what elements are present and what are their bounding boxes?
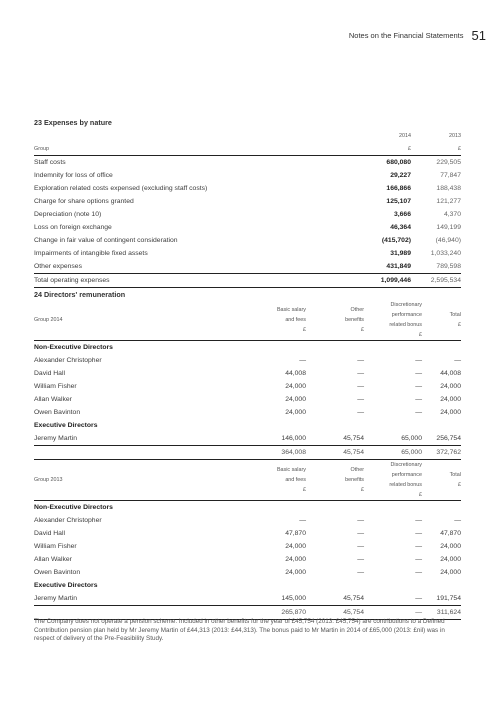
page-number: 51	[471, 28, 486, 43]
basic-salary-value: 44,008	[285, 369, 306, 377]
note-23-title: 23 Expenses by nature	[34, 118, 112, 127]
bonus-value: —	[415, 516, 422, 524]
basic-salary-value: 24,000	[285, 395, 306, 403]
bonus-value: —	[415, 529, 422, 537]
director-row	[34, 527, 461, 540]
expense-2013: 1,033,240	[430, 249, 461, 257]
group-2014-label: Group 2014	[34, 317, 63, 323]
bonus-value: —	[415, 356, 422, 364]
directors-2014-table	[34, 300, 461, 460]
director-name: Owen Bavinton	[34, 408, 81, 416]
expense-row	[34, 208, 461, 221]
group-label: Group	[34, 145, 49, 152]
ned-heading-row	[34, 501, 461, 515]
other-benefits-value: —	[357, 369, 364, 377]
unit-2013: £	[458, 145, 461, 152]
total-value: 24,000	[440, 542, 461, 550]
basic-salary-value: 24,000	[285, 568, 306, 576]
director-name: David Hall	[34, 369, 65, 377]
expense-row	[34, 182, 461, 195]
expense-label: Charge for share options granted	[34, 197, 134, 205]
other-benefits-value: 45,754	[306, 592, 364, 606]
basic-salary-value: 145,000	[256, 592, 306, 606]
expense-2013: 77,847	[440, 171, 461, 179]
bonus-value: —	[415, 568, 422, 576]
col-basic-salary: Basic salary and fees £	[276, 467, 306, 493]
other-benefits-value: —	[357, 356, 364, 364]
total-value: —	[454, 356, 461, 364]
col-bonus: Discretionary performance related bonus £	[389, 462, 422, 498]
total-value: 24,000	[440, 395, 461, 403]
expense-2014: 431,849	[361, 260, 411, 274]
directors-2013-header	[34, 460, 461, 501]
directors-total-row	[34, 446, 461, 460]
basic-salary-value: —	[299, 356, 306, 364]
director-name: William Fisher	[34, 542, 77, 550]
other-benefits-value: 45,754	[306, 432, 364, 446]
bonus-value: —	[415, 555, 422, 563]
director-name: Alexander Christopher	[34, 516, 102, 524]
expense-row	[34, 247, 461, 260]
expense-label: Depreciation (note 10)	[34, 210, 102, 218]
director-row	[34, 592, 461, 606]
expenses-table	[34, 129, 461, 288]
expense-2013: 121,277	[436, 197, 461, 205]
expense-2014: 680,080	[361, 156, 411, 170]
director-name: Allan Walker	[34, 555, 72, 563]
total-2013: 2,595,534	[411, 274, 461, 288]
directors-2013-table	[34, 460, 461, 620]
col-bonus: Discretionary performance related bonus £	[389, 302, 422, 338]
expense-row	[34, 221, 461, 234]
total-bonus: —	[364, 606, 422, 620]
directors-2014-header	[34, 300, 461, 341]
total-basic: 364,008	[256, 446, 306, 460]
group-2013-label: Group 2013	[34, 477, 63, 483]
bonus-value: —	[415, 382, 422, 390]
basic-salary-value: —	[299, 516, 306, 524]
expense-row	[34, 260, 461, 274]
expense-2014: (415,702)	[381, 236, 411, 244]
total-value: 256,754	[422, 432, 461, 446]
total-value: —	[454, 516, 461, 524]
director-row	[34, 540, 461, 553]
ed-heading: Executive Directors	[34, 421, 98, 429]
expenses-header-years	[34, 129, 461, 142]
expense-label: Change in fair value of contingent consideration	[34, 236, 178, 244]
header-title: Notes on the Financial Statements	[348, 31, 464, 40]
expenses-header-units	[34, 142, 461, 156]
director-row	[34, 566, 461, 579]
bonus-value: —	[415, 542, 422, 550]
director-row	[34, 553, 461, 566]
other-benefits-value: —	[357, 568, 364, 576]
total-total: 311,624	[422, 606, 461, 620]
expense-2013: 149,199	[436, 223, 461, 231]
unit-2014: £	[408, 145, 411, 152]
total-other: 45,754	[306, 446, 364, 460]
basic-salary-value: 146,000	[256, 432, 306, 446]
expense-label: Other expenses	[34, 260, 361, 274]
expense-total-row	[34, 274, 461, 288]
director-name: Alexander Christopher	[34, 356, 102, 364]
ed-heading: Executive Directors	[34, 581, 98, 589]
other-benefits-value: —	[357, 395, 364, 403]
col-other-benefits: Other benefits £	[345, 307, 364, 333]
expense-2014: 46,364	[390, 223, 411, 231]
director-row	[34, 432, 461, 446]
expense-2014: 29,227	[390, 171, 411, 179]
basic-salary-value: 24,000	[285, 555, 306, 563]
director-row	[34, 354, 461, 367]
ned-heading: Non-Executive Directors	[34, 341, 461, 355]
total-value: 191,754	[422, 592, 461, 606]
expense-2013: 229,505	[411, 156, 461, 170]
pension-footnote: The Company does not operate a pension scheme. Included in other benefits for the year of £45,754 (2013: £45,754) are contributions to a Defined Contribution pension plan held by Mr Jeremy Martin of £44,313 (2013: £44,313). The bonus paid to Mr Martin in 2014 of £65,000 (2013: £nil) was in respect of delivery of the Pre-Feasibility Study.	[34, 618, 445, 643]
expense-label: Loss on foreign exchange	[34, 223, 112, 231]
expense-2013: (46,940)	[435, 236, 461, 244]
other-benefits-value: —	[357, 516, 364, 524]
other-benefits-value: —	[357, 529, 364, 537]
other-benefits-value: —	[357, 408, 364, 416]
expense-2014: 166,866	[386, 184, 411, 192]
other-benefits-value: —	[357, 555, 364, 563]
total-bonus: 65,000	[364, 446, 422, 460]
expense-2013: 789,598	[411, 260, 461, 274]
director-name: Jeremy Martin	[34, 592, 256, 606]
total-2014: 1,099,446	[361, 274, 411, 288]
total-value: 44,008	[440, 369, 461, 377]
director-row	[34, 406, 461, 419]
total-value: 24,000	[440, 555, 461, 563]
expense-label: Indemnity for loss of office	[34, 171, 113, 179]
col-total: Total £	[449, 472, 461, 488]
col-total: Total £	[449, 312, 461, 328]
expense-2013: 188,438	[436, 184, 461, 192]
total-value: 24,000	[440, 382, 461, 390]
director-row	[34, 367, 461, 380]
basic-salary-value: 24,000	[285, 542, 306, 550]
director-row	[34, 393, 461, 406]
ned-heading: Non-Executive Directors	[34, 501, 461, 515]
total-value: 24,000	[440, 568, 461, 576]
expense-2014: 3,666	[393, 210, 411, 218]
bonus-value: 65,000	[364, 432, 422, 446]
director-row	[34, 514, 461, 527]
expense-row	[34, 156, 461, 170]
basic-salary-value: 47,870	[285, 529, 306, 537]
basic-salary-value: 24,000	[285, 382, 306, 390]
page-header	[349, 28, 486, 43]
year-2014-header: 2014	[399, 132, 411, 139]
expense-row	[34, 169, 461, 182]
ed-heading-row	[34, 419, 461, 432]
bonus-value: —	[415, 395, 422, 403]
ed-heading-row	[34, 579, 461, 592]
expense-label: Exploration related costs expensed (excluding staff costs)	[34, 184, 208, 192]
total-label: Total operating expenses	[34, 274, 361, 288]
director-name: Owen Bavinton	[34, 568, 81, 576]
bonus-value: —	[415, 408, 422, 416]
expense-row	[34, 234, 461, 247]
director-name: William Fisher	[34, 382, 77, 390]
col-basic-salary: Basic salary and fees £	[276, 307, 306, 333]
total-basic: 265,870	[256, 606, 306, 620]
basic-salary-value: 24,000	[285, 408, 306, 416]
total-value: 24,000	[440, 408, 461, 416]
bonus-value: —	[364, 592, 422, 606]
note-24-title: 24 Directors' remuneration	[34, 290, 126, 299]
expense-label: Staff costs	[34, 156, 361, 170]
expense-label: Impairments of intangible fixed assets	[34, 249, 148, 257]
bonus-value: —	[415, 369, 422, 377]
col-other-benefits: Other benefits £	[345, 467, 364, 493]
year-2013-header: 2013	[449, 132, 461, 139]
ned-heading-row	[34, 341, 461, 355]
director-row	[34, 380, 461, 393]
other-benefits-value: —	[357, 542, 364, 550]
other-benefits-value: —	[357, 382, 364, 390]
expense-2013: 4,370	[443, 210, 461, 218]
total-other: 45,754	[306, 606, 364, 620]
expense-2014: 125,107	[386, 197, 411, 205]
director-name: Jeremy Martin	[34, 432, 256, 446]
expense-row	[34, 195, 461, 208]
director-name: Allan Walker	[34, 395, 72, 403]
director-name: David Hall	[34, 529, 65, 537]
total-value: 47,870	[440, 529, 461, 537]
expense-2014: 31,989	[390, 249, 411, 257]
total-total: 372,762	[422, 446, 461, 460]
